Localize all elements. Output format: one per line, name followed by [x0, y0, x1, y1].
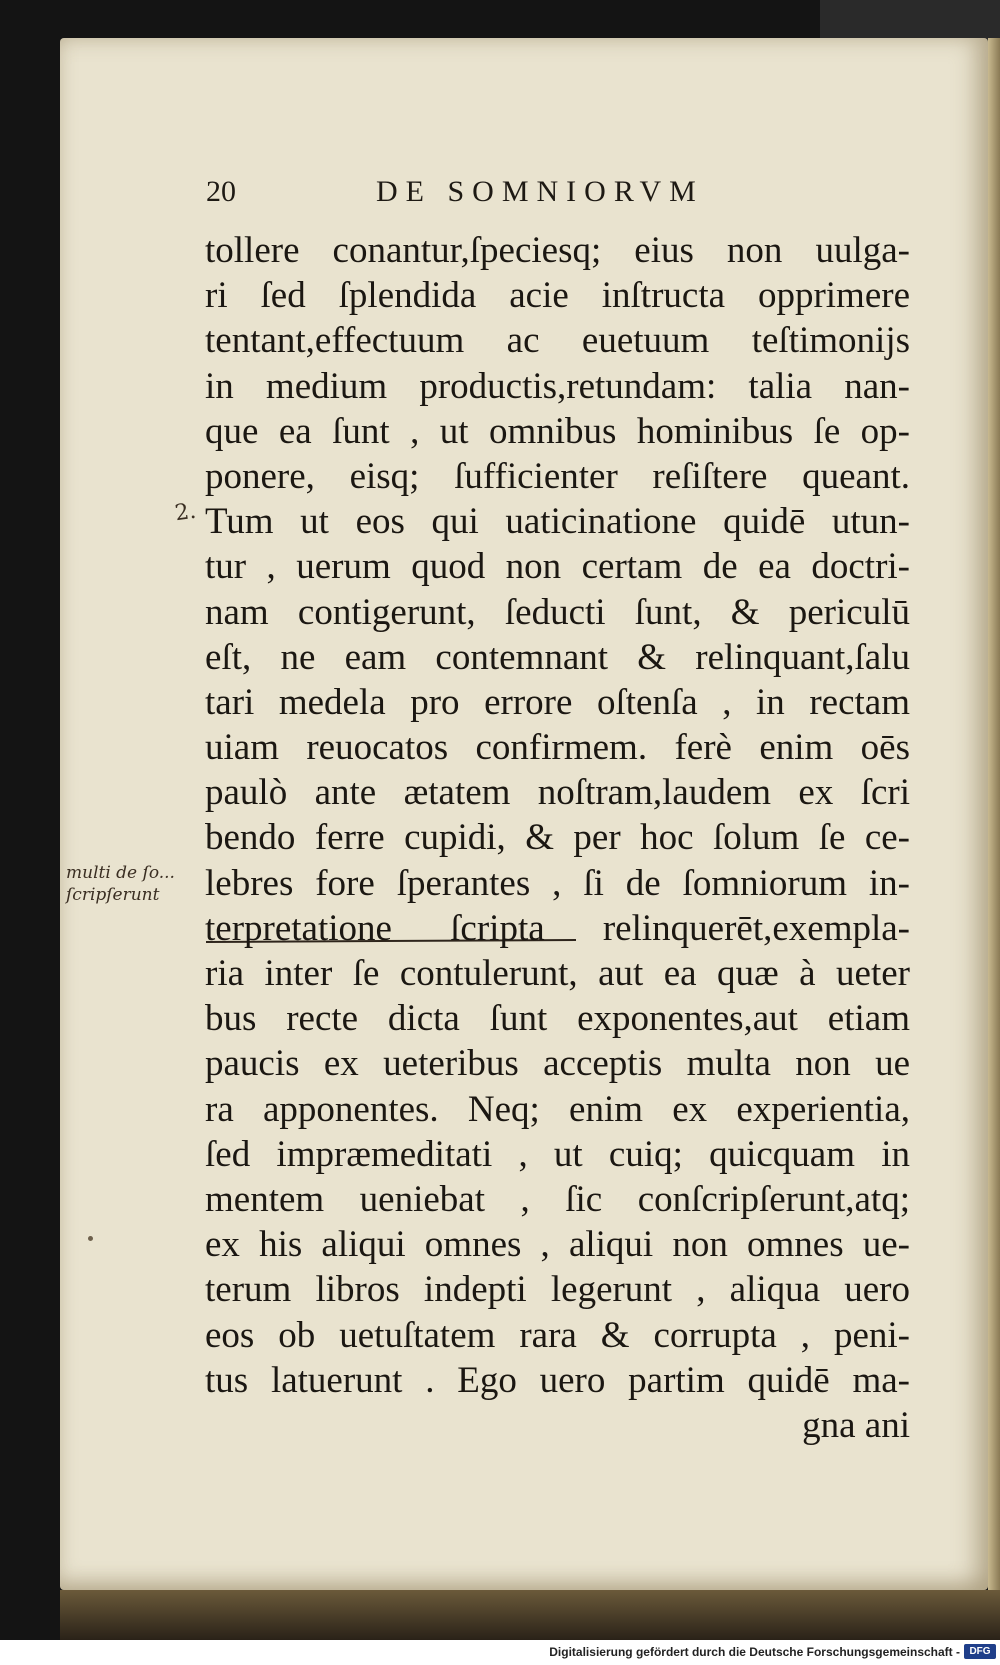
text-line: tari medela pro errore oſtenſa , in rectam — [205, 681, 910, 723]
margin-section-mark: 2. — [173, 498, 198, 527]
margin-note-line: multi de ſo... — [66, 863, 175, 883]
footer-bar — [0, 1640, 1000, 1665]
text-line: uiam reuocatos confirmem. ferè enim oēs — [205, 727, 910, 769]
text-line: que ea ſunt , ut omnibus hominibus ſe op- — [205, 410, 910, 452]
text-line: ponere, eisq; ſufficienter reſiſtere queant. — [205, 455, 910, 497]
dfg-logo-icon[interactable]: DFG — [964, 1644, 996, 1659]
text-line: bus recte dicta ſunt exponentes,aut etiam — [205, 998, 910, 1040]
text-line: tur , uerum quod non certam de ea doctri- — [205, 546, 910, 588]
text-line: ſed impræmeditati , ut cuiq; quicquam in — [205, 1133, 910, 1175]
text-line: ex his aliqui omnes , aliqui non omnes ue- — [205, 1224, 910, 1266]
text-line: paucis ex ueteribus acceptis multa non ue — [205, 1043, 910, 1085]
margin-note-line: ſcripſerunt — [66, 885, 160, 905]
text-line: mentem ueniebat , ſic conſcripſerunt,atq; — [205, 1178, 910, 1220]
text-line: in medium productis,retundam: talia nan- — [205, 365, 910, 407]
text-line: ria inter ſe contulerunt, aut ea quæ à ueter — [205, 953, 910, 994]
text-line: ra apponentes. Neq; enim ex experientia, — [205, 1088, 910, 1130]
scan-corner — [820, 0, 1000, 40]
running-title: DE SOMNIORVM — [376, 175, 704, 208]
text-line: bendo ferre cupidi, & per hoc ſolum ſe ce- — [205, 817, 910, 859]
text-line: Tum ut eos qui uaticinatione quidē utun- — [205, 501, 910, 543]
catchword: gna ani — [802, 1404, 910, 1446]
margin-handwritten-note — [66, 862, 216, 906]
text-line: terpretatione ſcripta relinquerēt,exempla- — [205, 907, 910, 949]
page-number: 20 — [206, 175, 236, 208]
page-edge — [988, 38, 1000, 1590]
running-head — [206, 175, 766, 225]
text-line: tentant,effectuum ac euetuum teſtimonijs — [205, 320, 910, 362]
body-text — [205, 228, 910, 1448]
text-line: terum libros indepti legerunt , aliqua uero — [205, 1269, 910, 1311]
text-line: eos ob uetuſtatem rara & corrupta , peni- — [205, 1314, 910, 1356]
text-line: tollere conantur,ſpeciesq; eius non uulga- — [205, 230, 910, 271]
ink-spot — [88, 1236, 93, 1241]
text-line: paulò ante ætatem noſtram,laudem ex ſcri — [205, 772, 910, 814]
text-line: ri ſed ſplendida acie inſtructa opprimere — [205, 275, 910, 317]
text-line: tus latuerunt . Ego uero partim quidē ma- — [205, 1359, 910, 1401]
page-bottom-shadow — [60, 1590, 1000, 1640]
footer-credit: Digitalisierung gefördert durch die Deutsche Forschungsgemeinschaft - — [549, 1645, 960, 1659]
text-line: nam contigerunt, ſeducti ſunt, & periculū — [205, 591, 910, 633]
text-line: eſt, ne eam contemnant & relinquant,ſalu — [205, 636, 910, 678]
text-line: lebres fore ſperantes , ſi de ſomniorum in- — [205, 862, 910, 904]
